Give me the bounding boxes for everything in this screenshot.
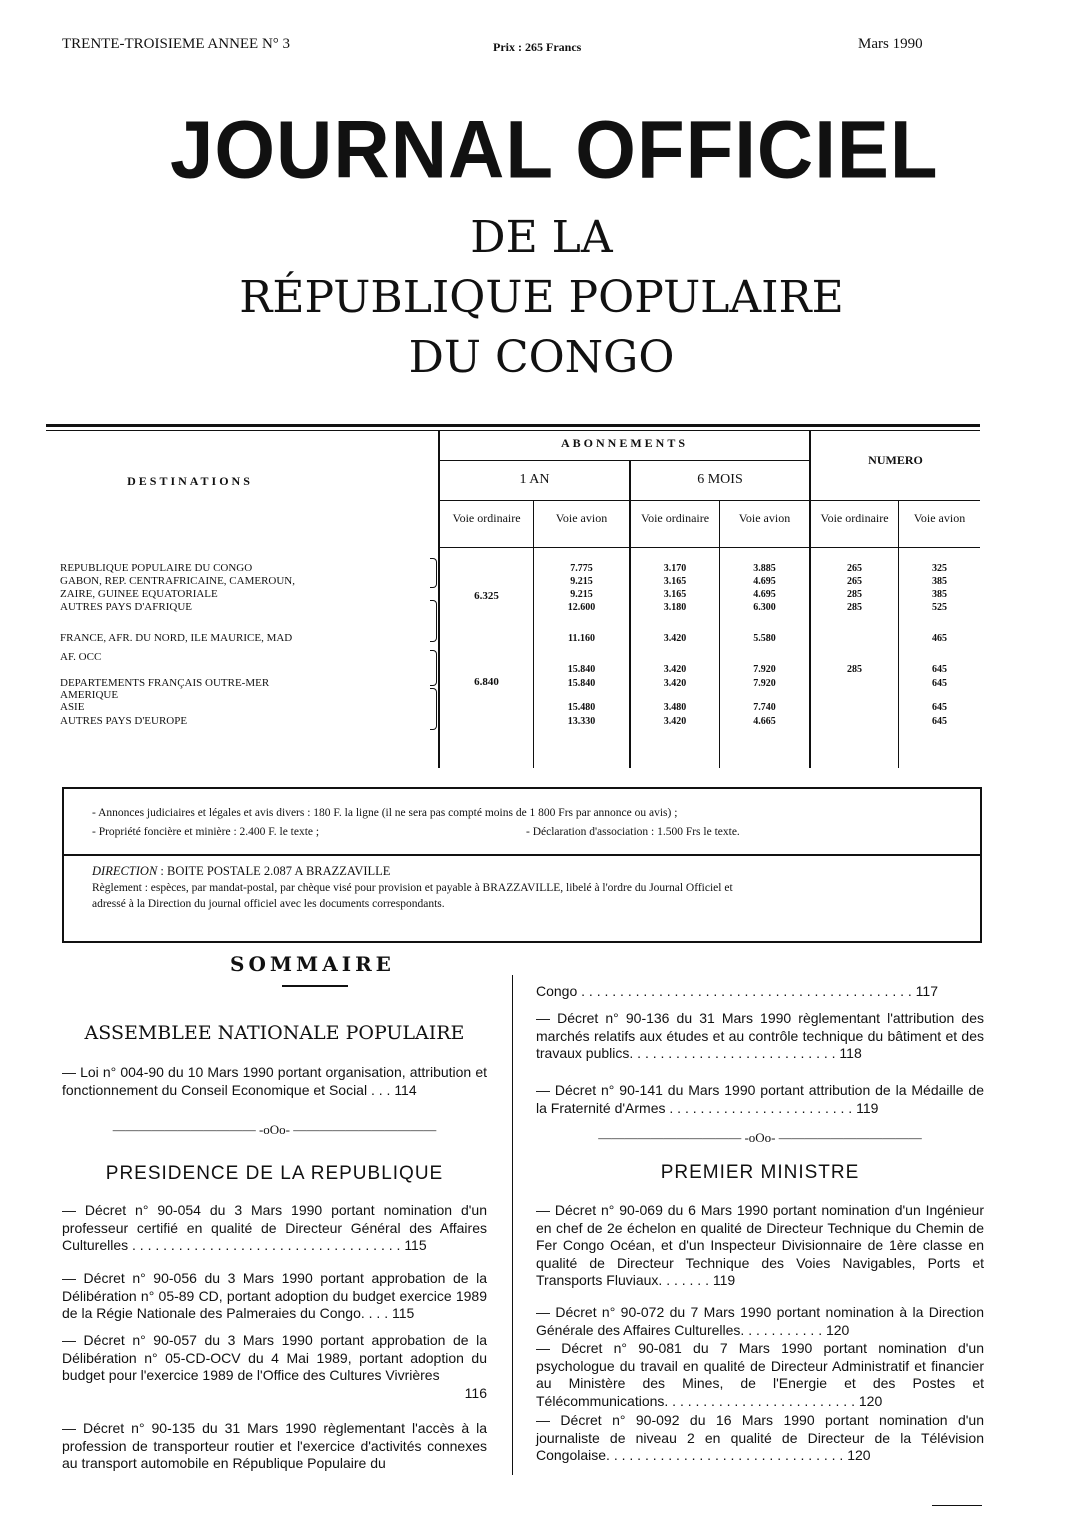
- heading-premier-ministre: PREMIER MINISTRE: [660, 1162, 860, 1183]
- rate-s-ord: 3.420: [663, 633, 687, 644]
- journal-title: JOURNAL OFFICIEL: [170, 102, 939, 196]
- rate-s-ord: 3.480: [663, 702, 687, 713]
- voie-ordinaire-6mois: Voie ordinaire: [640, 511, 710, 525]
- heading-assemblee: ASSEMBLEE NATIONALE POPULAIRE: [84, 1022, 465, 1044]
- price: Prix : 265 Francs: [493, 40, 582, 54]
- rate-s-ord: 3.420: [663, 678, 687, 689]
- entry-decret-90-057: — Décret n° 90-057 du 3 Mars 1990 portant approbation de la Délibération n° 05-CD-OCV du 4 Mai 1989, portant adoption du budget pour l'exercice 1989 de l'Office des Cultures Vivrières 116: [62, 1332, 487, 1401]
- destination-label: AUTRES PAYS D'EUROPE: [60, 715, 188, 727]
- rate-n-av: 645: [932, 702, 947, 713]
- destination-label: AUTRES PAYS D'AFRIQUE: [60, 601, 192, 613]
- rate-n-av: 645: [932, 716, 947, 727]
- voie-ordinaire-1an: Voie ordinaire: [452, 511, 521, 525]
- voie-avion-6mois: Voie avion: [738, 511, 791, 525]
- numero-header: NUMERO: [868, 453, 923, 467]
- separator-2: ——————————— -oOo- ———————————: [598, 1130, 922, 1145]
- entry-decret-90-141: — Décret n° 90-141 du Mars 1990 portant attribution de la Médaille de la Fraternité d'Armes . . . . . . . . . . . . . . . . . . . . . . . . 119: [536, 1082, 984, 1116]
- destination-label: ASIE: [60, 701, 85, 713]
- entry-decret-90-135: — Décret n° 90-135 du 31 Mars 1990 règlementant l'accès à la profession de transporteur routier et l'exercice d'activités connexes au transport automobile en République Populaire du: [62, 1420, 487, 1471]
- rate-s-ord: 3.165: [663, 576, 687, 587]
- group1-ordinaire: 6.325: [474, 590, 499, 602]
- separator-1: ——————————— -oOo- ———————————: [112, 1122, 437, 1137]
- one-year-header: 1 AN: [519, 472, 550, 487]
- rate-a-av: 15.840: [567, 664, 596, 675]
- rate-s-av: 5.580: [753, 633, 776, 644]
- destination-label: AF. OCC: [60, 651, 102, 663]
- rate-a-av: 9.215: [570, 589, 593, 600]
- entry-congo-continued: Congo . . . . . . . . . . . . . . . . . . . . . . . . . . . . . . . . . . . . . . . . . . . 117: [536, 983, 938, 999]
- voie-avion-1an: Voie avion: [555, 511, 608, 525]
- rate-s-av: 7.920: [753, 664, 776, 675]
- notice-association: - Déclaration d'association : 1.500 Frs le texte.: [526, 826, 740, 838]
- rate-s-av: 3.885: [753, 563, 776, 574]
- rate-n-ord: 265: [847, 576, 862, 587]
- direction-line: DIRECTION : BOITE POSTALE 2.087 A BRAZZAVILLE: [92, 864, 391, 878]
- rate-n-ord: 285: [847, 602, 862, 613]
- rate-s-av: 6.300: [753, 602, 776, 613]
- rate-a-av: 11.160: [568, 633, 595, 644]
- rate-a-av: 15.840: [567, 678, 596, 689]
- rate-a-av: 7.775: [570, 563, 593, 574]
- rate-n-av: 325: [932, 563, 947, 574]
- masthead-line3: DU CONGO: [408, 332, 675, 383]
- notice-propriete: - Propriété foncière et minière : 2.400 F. le texte ;: [92, 826, 320, 838]
- rate-s-av: 4.695: [753, 589, 776, 600]
- rate-a-av: 12.600: [567, 602, 596, 613]
- entry-decret-90-092: — Décret n° 90-092 du 16 Mars 1990 portant nomination d'un journaliste de niveau 2 en qualité de Directeur de la Télévision Congolaise. . . . . . . . . . . . . . . . . . . . . . . . . . . . . . . 120: [536, 1412, 984, 1463]
- group2-ordinaire: 6.840: [474, 676, 499, 688]
- rate-a-av: 9.215: [570, 576, 593, 587]
- rate-n-av: 645: [932, 678, 947, 689]
- rate-s-av: 7.740: [753, 702, 776, 713]
- entry-decret-90-056: — Décret n° 90-056 du 3 Mars 1990 portant approbation de la Délibération n° 05-89 CD, portant adoption du budget exercice 1989 de la Régie Nationale des Palmeraies du Congo. . . . 115: [62, 1270, 487, 1321]
- rate-n-av: 385: [932, 576, 947, 587]
- destination-label: DEPARTEMENTS FRANÇAIS OUTRE-MER: [60, 677, 270, 689]
- issue-number: TRENTE-TROISIEME ANNEE N° 3: [62, 36, 291, 52]
- rate-a-av: 13.330: [567, 716, 596, 727]
- rate-n-ord: 265: [847, 563, 862, 574]
- destinations-header: DESTINATIONS: [127, 474, 253, 488]
- destination-label: GABON, REP. CENTRAFRICAINE, CAMEROUN,: [60, 575, 295, 587]
- destination-label: FRANCE, AFR. DU NORD, ILE MAURICE, MAD: [60, 632, 293, 644]
- voie-avion-numero: Voie avion: [913, 511, 966, 525]
- rate-s-ord: 3.420: [663, 664, 687, 675]
- rate-a-av: 15.480: [567, 702, 596, 713]
- entry-loi-004-90: — Loi n° 004-90 du 10 Mars 1990 portant organisation, attribution et fonctionnement du Conseil Economique et Social . . . 114: [62, 1064, 487, 1098]
- rate-s-ord: 3.170: [663, 563, 687, 574]
- destination-label: REPUBLIQUE POPULAIRE DU CONGO: [60, 562, 253, 574]
- destination-label: ZAIRE, GUINEE EQUATORIALE: [60, 588, 218, 600]
- rate-n-av: 525: [932, 602, 947, 613]
- masthead-line1: DE LA: [470, 212, 613, 263]
- notice-annonces: - Annonces judiciaires et légales et avis divers : 180 F. la ligne (il ne sera pas compté moins de 1 800 Frs par annonce ou avis) ;: [92, 807, 678, 819]
- brace: [430, 650, 437, 686]
- brace: [430, 558, 437, 588]
- entry-decret-90-072: — Décret n° 90-072 du 7 Mars 1990 portant nomination à la Direction Générale des Affaires Culturelles. . . . . . . . . . . 120: [536, 1304, 984, 1338]
- rate-s-ord: 3.420: [663, 716, 687, 727]
- six-months-header: 6 MOIS: [697, 472, 743, 487]
- rate-n-av: 385: [932, 589, 947, 600]
- reglement-line1: Règlement : espèces, par mandat-postal, par chèque visé pour provision et payable à BRAZZAVILLE, libelé à l'ordre du Journal Officiel et: [92, 882, 733, 894]
- brace: [430, 600, 437, 642]
- sommaire-title: SOMMAIRE: [230, 952, 395, 976]
- abonnements-header: ABONNEMENTS: [560, 436, 688, 450]
- rate-n-ord: 285: [847, 589, 862, 600]
- rate-s-av: 4.665: [753, 716, 776, 727]
- entry-decret-90-136: — Décret n° 90-136 du 31 Mars 1990 règlementant l'attribution des marchés relatifs aux études et au contrôle technique du bâtiment et des travaux publics. . . . . . . . . . . . . . . . . . . . . . . . . . . 118: [536, 1010, 984, 1061]
- entry-decret-90-054: — Décret n° 90-054 du 3 Mars 1990 portant nomination d'un professeur certifié en qualité de Directeur Général des Affaires Culturelles . . . . . . . . . . . . . . . . . . . . . . . . . . . . . . . . . . . 115: [62, 1202, 487, 1253]
- masthead-line2: RÉPUBLIQUE POPULAIRE: [239, 272, 844, 323]
- destination-label: AMERIQUE: [60, 689, 119, 701]
- voie-ordinaire-numero: Voie ordinaire: [820, 511, 889, 525]
- entry-decret-90-069: — Décret n° 90-069 du 6 Mars 1990 portant nomination d'un Ingénieur en chef de 2e échelon en qualité de Directeur Technique du Chemin de Fer Congo Océan, et d'un Inspecteur Divisionnaire de 1ère classe en qualité de Directeur Technique des Voies Navigables, Ports et Transports Fluviaux. . . . . . . 119: [536, 1202, 984, 1288]
- rate-n-av: 465: [932, 633, 947, 644]
- rate-n-ord: 285: [847, 664, 862, 675]
- reglement-line2: adressé à la Direction du journal officiel avec les documents correspondants.: [92, 898, 445, 910]
- rate-s-av: 7.920: [753, 678, 776, 689]
- rate-s-ord: 3.165: [663, 589, 687, 600]
- rate-n-av: 645: [932, 664, 947, 675]
- entry-decret-90-081: — Décret n° 90-081 du 7 Mars 1990 portant nomination d'un psychologue du travail en qualité de Directeur Administratif et financier au Ministère des Mines, de l'Energie et des Postes et Télécommunications. . . . . . . . . . . . . . . . . . . . . . . . . 120: [536, 1340, 984, 1409]
- issue-date: Mars 1990: [858, 36, 923, 52]
- brace: [430, 688, 437, 730]
- rate-s-ord: 3.180: [663, 602, 687, 613]
- rate-s-av: 4.695: [753, 576, 776, 587]
- heading-presidence: PRESIDENCE DE LA REPUBLIQUE: [105, 1163, 444, 1184]
